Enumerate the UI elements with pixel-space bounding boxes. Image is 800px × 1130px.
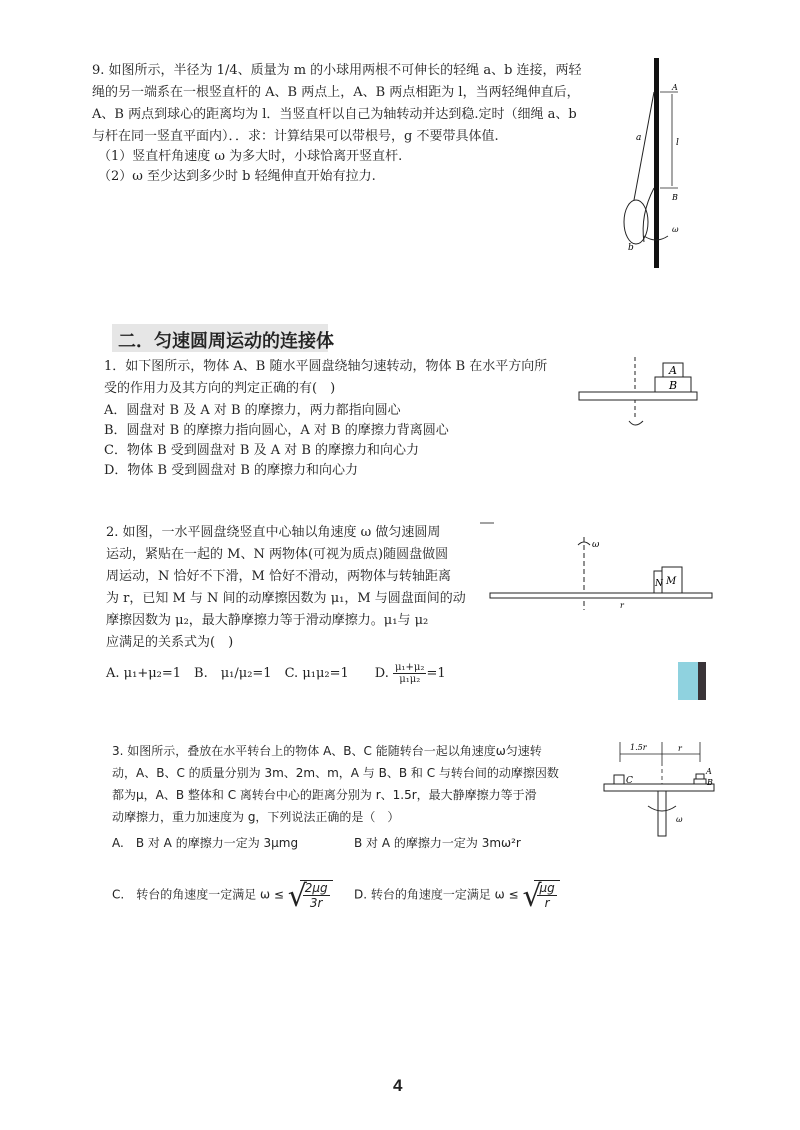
q9-figure (600, 50, 710, 275)
q3-line-3: 都为μ，A、B 整体和 C 离转台中心的距离分别为 r、1.5r，最大静摩擦力等于滑 (112, 788, 537, 802)
label-omega: ω (676, 815, 683, 824)
q3-figure (600, 734, 720, 844)
q9-line-4: 与杆在同一竖直平面内）．．求：计算结果可以带根号，g 不要带具体值. (92, 129, 499, 144)
label-B: B (707, 778, 713, 787)
rope-a (634, 92, 654, 200)
q2-option-d-fraction (393, 662, 426, 685)
block-B (694, 779, 706, 784)
block-A (696, 774, 704, 779)
label-C: C (626, 776, 633, 786)
q9-line-3: A、B 两点到球心的距离均为 l．当竖直杆以自己为轴转动并达到稳.定时（细绳 a、b (92, 107, 577, 122)
q2-options (106, 662, 446, 685)
label-B: B (669, 379, 678, 392)
q3-option-c-text: C. 转台的角速度一定满足 ω ≤ (112, 887, 284, 902)
scan-artifact (678, 662, 706, 700)
label-M: M (666, 576, 677, 587)
label-A: A (706, 767, 712, 776)
q3-line-2: 动，A、B、C 的质量分别为 3m、2m、m，A 与 B、B 和 C 与转台间的动摩擦因数 (112, 766, 559, 780)
q9-line-1: 9. 如图所示，半径为 1/4、质量为 m 的小球用两根不可伸长的轻绳 a、b 连接，两轻 (92, 63, 582, 78)
q2-line-2: 运动，紧贴在一起的 M、N 两物体(可视为质点)随圆盘做圆 (106, 547, 449, 562)
q3-option-d (354, 879, 560, 914)
rope-b (643, 188, 654, 242)
section-title: 二．匀速圆周运动的连接体 (118, 331, 334, 352)
vertical-rod (654, 58, 659, 268)
q1-option-c: C．物体 B 受到圆盘对 B 及 A 对 B 的摩擦力和向心力 (104, 443, 420, 458)
q1-option-a: A．圆盘对 B 及 A 对 B 的摩擦力，两力都指向圆心 (104, 403, 401, 418)
page-number: 4 (393, 1076, 403, 1095)
q3-line-1: 3. 如图所示，叠放在水平转台上的物体 A、B、C 能随转台一起以角速度ω匀速转 (112, 744, 542, 758)
turntable (604, 784, 714, 791)
turntable (490, 593, 712, 598)
q2-figure (480, 515, 715, 620)
q3-option-d-sqrt: √ $\frac{\mu g}{r}$ (522, 880, 559, 910)
label-r: r (678, 744, 682, 753)
q3-line-4: 动摩擦力，重力加速度为 g，下列说法正确的是（ ） (112, 810, 400, 824)
label-A: A (669, 364, 677, 377)
label-a: a (636, 133, 642, 143)
q1-line-1: 1．如下图所示，物体 A、B 随水平圆盘绕轴匀速转动，物体 B 在水平方向所 (104, 359, 548, 374)
label-N: N (655, 579, 663, 589)
q3-option-c (112, 879, 333, 914)
label-omega: ω (592, 540, 600, 550)
label-b: b (628, 243, 634, 253)
q2-option-d-numerator: μ₁+μ₂ (395, 662, 425, 673)
q2-option-d-denominator: μ₁μ₂ (399, 674, 421, 685)
label-1-5r: 1.5r (630, 743, 647, 752)
q1-figure (575, 355, 705, 435)
q3-option-c-numerator: 2μg (304, 881, 328, 895)
ball (624, 200, 648, 244)
q3-option-c-denominator: 3r (309, 896, 323, 910)
q9-question-2: （2）ω 至少达到多少时 b 轻绳伸直开始有拉力. (98, 169, 376, 184)
q9-line-2: 绳的另一端系在一根竖直杆的 A、B 两点上，A、B 两点相距为 l，当两轻绳伸直后， (92, 85, 580, 100)
label-l: l (676, 138, 679, 148)
rotation-arrow-icon (629, 421, 643, 425)
q3-option-a: A. B 对 A 的摩擦力一定为 3μmg (112, 836, 299, 850)
turntable-shaft (658, 791, 666, 836)
q2-line-5: 摩擦因数为 μ₂，最大静摩擦力等于滑动摩擦力。μ₁与 μ₂ (106, 613, 429, 628)
q2-options-text: A. μ₁+μ₂=1 B. μ₁/μ₂=1 C. μ₁μ₂=1 D. (106, 666, 389, 681)
q1-line-2: 受的作用力及其方向的判定正确的有( ) (104, 381, 336, 396)
q2-option-d-tail: =1 (426, 666, 446, 681)
rotation-arrow-icon (578, 542, 590, 545)
q2-line-6: 应满足的关系式为( ) (106, 635, 234, 650)
label-A: A (672, 83, 678, 92)
block-C (614, 775, 624, 784)
label-B: B (672, 193, 678, 202)
turntable (579, 392, 697, 400)
q9-question-1: （1）竖直杆角速度 ω 为多大时，小球恰离开竖直杆. (98, 149, 403, 164)
q3-option-d-numerator: μg (539, 881, 555, 895)
label-r: r (620, 601, 624, 610)
q2-line-3: 周运动，N 恰好不下滑，M 恰好不滑动，两物体与转轴距离 (106, 569, 451, 584)
q3-option-d-denominator: r (544, 896, 550, 910)
q2-line-1: 2. 如图，一水平圆盘绕竖直中心轴以角速度 ω 做匀速圆周 (106, 525, 441, 540)
q1-option-d: D．物体 B 受到圆盘对 B 的摩擦力和向心力 (104, 463, 359, 478)
q1-option-b: B．圆盘对 B 的摩擦力指向圆心，A 对 B 的摩擦力背离圆心 (104, 423, 449, 438)
q3-option-c-sqrt: √ $\frac{2\mu g}{3r}$ (288, 880, 333, 910)
label-omega: ω (672, 225, 679, 234)
q2-line-4: 为 r，已知 M 与 N 间的动摩擦因数为 μ₁，M 与圆盘面间的动 (106, 591, 466, 606)
q3-option-d-text: D. 转台的角速度一定满足 ω ≤ (354, 887, 519, 902)
q3-option-b: B 对 A 的摩擦力一定为 3mω²r (354, 836, 521, 850)
